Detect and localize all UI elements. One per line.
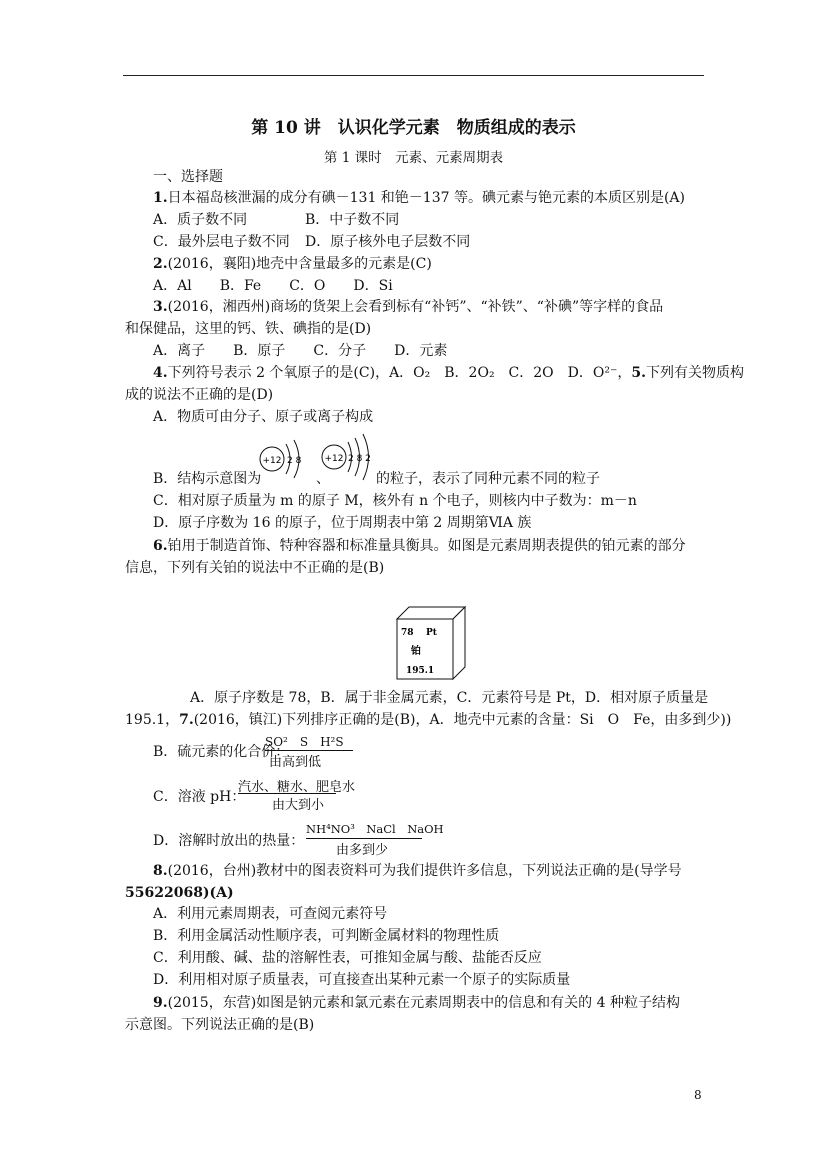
question-6-options: A．原子序数是 78，B．属于非金属元素，C．元素符号是 Pt，D．相对原子质量是 [190, 690, 709, 706]
chapter-title: 第 10 讲 认识化学元素 物质组成的表示 [251, 118, 576, 138]
atomic-mass: 195.1 [406, 666, 435, 676]
question-number: 8. [153, 863, 168, 879]
question-5-option-a: A．物质可由分子、原子或离子构成 [153, 409, 374, 425]
question-text: (2016，襄阳)地壳中含量最多的元素是(C) [167, 256, 432, 272]
question-1-options-cd [153, 233, 470, 251]
question-5-option-b-prefix: B．结构示意图为 [153, 471, 262, 487]
question-number: 6. [153, 538, 168, 554]
electron-shells: 2 8 2 [348, 454, 371, 464]
question-7-option-c: C．溶液 pH： [153, 789, 246, 805]
option-d-value: 195.1， [125, 712, 180, 728]
option-b: B．中子数不同 [305, 212, 400, 228]
question-text: 日本福岛核泄漏的成分有碘－131 和铯－137 等。碘元素与铯元素的本质区别是(A) [167, 190, 686, 206]
atom-structure-diagram-2 [318, 432, 380, 482]
question-number: 1. [153, 190, 168, 206]
question-7-option-b: B．硫元素的化合价： [153, 744, 290, 760]
question-1-options-ab [153, 211, 399, 229]
lesson-subtitle: 第 1 课时 元素、元素周期表 [323, 150, 504, 166]
platinum-element-cell [396, 606, 466, 680]
option-b-sequence: SO² S H²S [265, 735, 344, 749]
question-8-option-c: C．利用酸、碱、盐的溶解性表，可推知金属与酸、盐能否反应 [153, 950, 542, 966]
element-symbol: Pt [426, 628, 437, 638]
option-c-direction: 由大到小 [272, 798, 325, 813]
question-text: 铂用于制造首饰、特种容器和标准量具衡具。如图是元素周期表提供的铂元素的部分 [167, 538, 686, 554]
question-5-option-b-suffix: 的粒子，表示了同种元素不同的粒子 [376, 471, 600, 487]
question-text: (2015，东营)如图是钠元素和氯元素在元素周期表中的信息和有关的 4 种粒子结构 [167, 995, 680, 1011]
question-8-option-b: B．利用金属活动性顺序表，可判断金属材料的物理性质 [153, 928, 500, 944]
option-b-direction: 由高到低 [269, 755, 322, 770]
question-number: 2. [153, 256, 168, 272]
question-2 [153, 255, 432, 273]
nucleus-charge: +12 [262, 456, 282, 466]
electron-shells: 2 8 [287, 456, 302, 466]
option-c: C．最外层电子数不同 [153, 234, 290, 250]
question-1 [153, 189, 685, 207]
question-5-option-d: D．原子序数为 16 的原子，位于周期表中第 2 周期第ⅥA 族 [153, 515, 532, 531]
question-4 [153, 364, 744, 382]
question-3-options: A．离子 B．原子 C．分子 D．元素 [153, 343, 448, 359]
question-3 [153, 298, 663, 316]
question-6 [153, 537, 686, 555]
question-text: (2016，台州)教材中的图表资料可为我们提供许多信息，下列说法正确的是(导学号 [167, 863, 682, 879]
option-d: D．原子核外电子层数不同 [305, 234, 471, 250]
question-text: 下列符号表示 2 个氧原子的是(C)，A．O₂ B．2O₂ C．2O D．O²⁻， [167, 365, 632, 381]
section-heading: 一、选择题 [153, 169, 223, 185]
atom-structure-diagram-1 [256, 436, 316, 482]
question-9-continued: 示意图。下列说法正确的是(B) [125, 1017, 315, 1033]
question-8-option-d: D．利用相对原子质量表，可直接查出某种元素一个原子的实际质量 [153, 972, 571, 988]
question-number: 3. [153, 299, 168, 315]
option-d-direction: 由多到少 [336, 843, 389, 858]
question-8 [153, 862, 682, 880]
nucleus-charge: +12 [324, 454, 344, 464]
question-5-option-c: C．相对原子质量为 m 的原子 M，核外有 n 个电子，则核内中子数为：m－n [153, 493, 637, 509]
question-9 [153, 994, 680, 1012]
question-5-option-b-separator: 、 [316, 471, 330, 487]
question-8-continued: 55622068)(A) [125, 885, 234, 901]
page-number: 8 [694, 1088, 702, 1102]
question-6-options-continued [125, 711, 731, 729]
question-text: (2016，湘西州)商场的货架上会看到标有“补钙”、“补铁”、“补碘”等字样的食品 [167, 299, 664, 315]
question-8-option-a: A．利用元素周期表，可查阅元素符号 [153, 906, 388, 922]
option-c-sequence: 汽水、糖水、肥皂水 [238, 780, 356, 795]
question-number: 9. [153, 995, 168, 1011]
question-number-7: 7. [179, 712, 194, 728]
question-5-continued: 成的说法不正确的是(D) [125, 387, 274, 403]
header-rule [123, 75, 704, 76]
question-2-options: A．Al B．Fe C．O D．Si [153, 278, 393, 294]
question-6-continued: 信息，下列有关铂的说法中不正确的是(B) [125, 560, 385, 576]
option-d-sequence: NH⁴NO³ NaCl NaOH [306, 822, 444, 836]
option-a: A．质子数不同 [153, 212, 248, 228]
question-7-option-d: D．溶解时放出的热量： [153, 833, 305, 849]
question-number: 4. [153, 365, 168, 381]
question-7-text: (2016，镇江)下列排序正确的是(B)，A．地壳中元素的含量：Si O Fe，由多到少)) [193, 712, 732, 728]
question-number-5: 5. [631, 365, 646, 381]
element-name: 铂 [411, 646, 421, 657]
atomic-number: 78 [401, 628, 414, 638]
question-5-text: 下列有关物质构 [645, 365, 744, 381]
question-3-continued: 和保健品，这里的钙、铁、碘指的是(D) [125, 321, 372, 337]
